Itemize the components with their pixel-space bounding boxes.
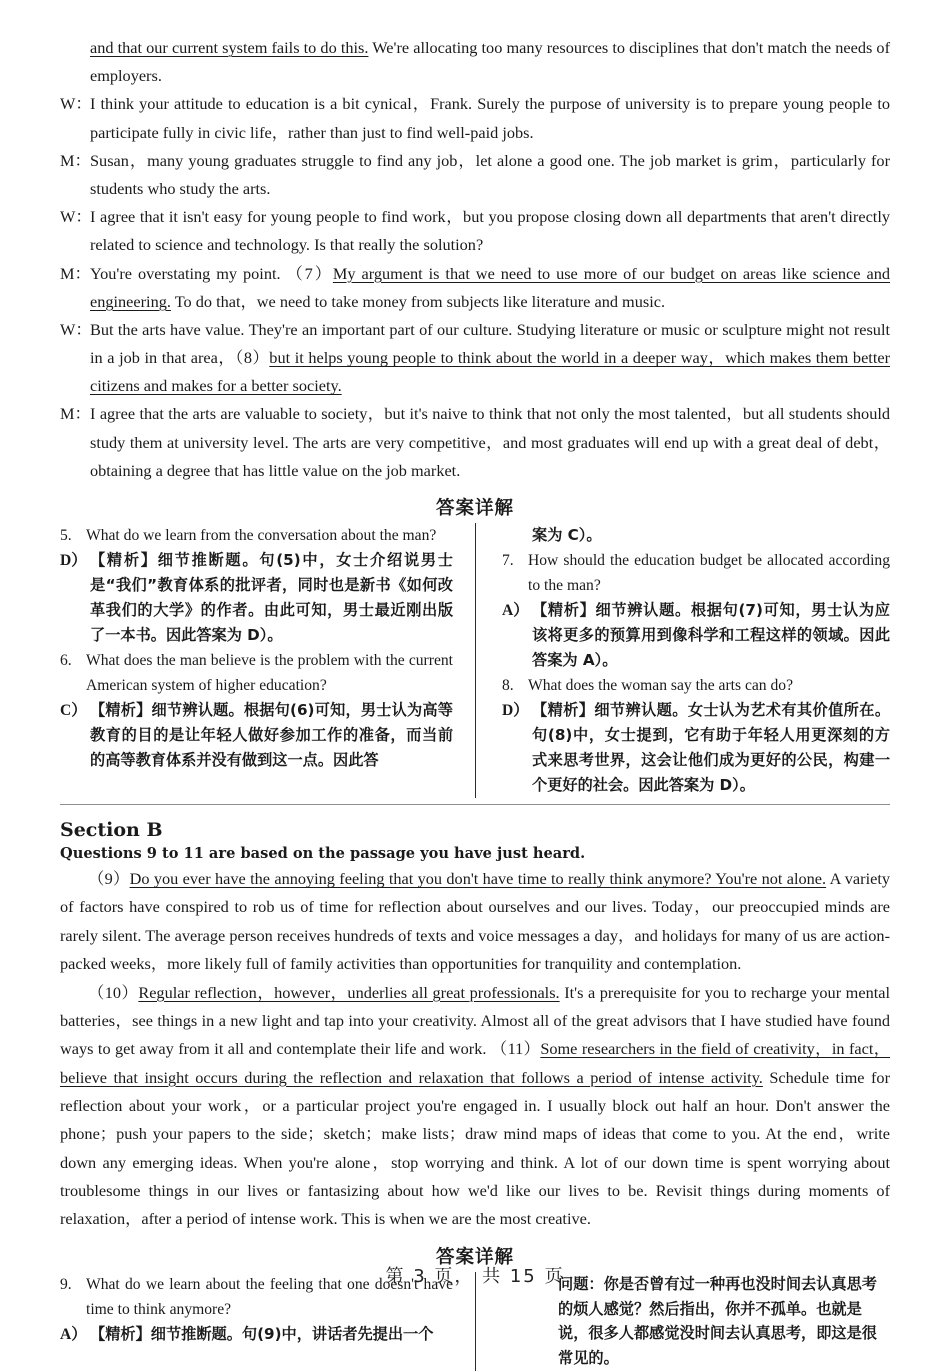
speaker-label: M： — [60, 263, 91, 283]
transcript-pre-text: But the arts have value. They're an important part of our culture. Studying literature or music or sculpture might not result in a job in that area， — [90, 319, 890, 368]
underlined-clue-text: Some researchers in the field of creativity，in fact，believe that insight occurs during the reflection and relaxation that follows a period of intense activity. — [60, 1039, 891, 1087]
answer-explanation-text: 【精析】细节辨认题。根据句(6)可知，男士认为高等教育的目的是让年轻人做好参加工作的准备，而当前的高等教育体系并没有做到这一点。因此答 — [90, 701, 453, 770]
transcript-line — [60, 90, 890, 146]
passage-rest-text: A variety of factors have conspired to rob us of time for reflection about ourselves and our lives. Today，our preoccupied minds are rarely silent. The average person receives hundreds of texts and voice messages a day，and holidays for many of us are action-packed weeks，more likely full of family activities than opportunities for tranquility and contemplation. — [60, 869, 890, 974]
answer-item — [60, 1322, 453, 1347]
transcript-text: I agree that the arts are valuable to society，but it's naive to think that not only the most talented，but all students should study them at university level. The arts are very competitive，and most graduates will end up with a great deal of debt，obtaining a degree that has little value on the job market. — [90, 404, 890, 480]
passage-paragraph — [60, 865, 890, 978]
speaker-label: W： — [60, 94, 92, 114]
speaker-label: M： — [60, 404, 91, 424]
transcript-pre-text: You're overstating my point. — [90, 263, 287, 283]
speaker-label: M： — [60, 150, 91, 170]
speaker-label: W： — [60, 207, 92, 227]
transcript-text — [90, 316, 890, 401]
question-text: What does the man believe is the problem with the current American system of higher education? — [86, 651, 453, 695]
answer-option-label: A） — [502, 602, 529, 620]
answer-continuation-text: 案为 C）。 — [532, 526, 602, 544]
answer-option-label: D） — [60, 552, 87, 570]
underlined-clue-text: Regular reflection，however，underlies all great professionals. — [138, 982, 560, 1002]
question-item — [60, 523, 453, 548]
transcript-line — [60, 203, 890, 259]
page-content — [60, 34, 890, 1371]
question-text: What do we learn from the conversation about the man? — [86, 527, 437, 544]
answer-explanation-header: 答案详解 — [435, 498, 514, 519]
transcript-line — [60, 260, 890, 316]
section-divider — [60, 804, 890, 805]
transcript-post-text: To do that，we need to take money from subjects like literature and music. — [170, 291, 666, 311]
answer-explanation-text: 【精析】细节辨认题。女士认为艺术有其价值所在。句(8)中，女士提到，它有助于年轻人用更深刻的方式来思考世界，这会让他们成为更好的公民，构建一个更好的社会。因此答案为 D）。 — [532, 701, 890, 795]
answer-continuation-text: 问题：你是否曾有过一种再也没时间去认真思考的烦人感觉？然后指出，你并不孤单。也就是说，很多人都感觉没时间去认真思考，即这是很常见的。 — [558, 1274, 877, 1368]
question-item — [502, 548, 890, 599]
question-marker-8: （8） — [235, 348, 270, 368]
answer-item — [502, 598, 890, 673]
underlined-clue-text: Do you ever have the annoying feeling that you don't have time to really think anymore? You're not alone. — [129, 869, 827, 889]
transcript-line — [60, 147, 890, 203]
transcript-opening-line — [60, 34, 890, 90]
question-number: 5. — [60, 527, 72, 544]
answer-item — [60, 548, 453, 648]
question-marker-9: （9） — [88, 869, 130, 889]
transcript-text: I think your attitude to education is a bit cynical，Frank. Surely the purpose of university is to prepare young people to participate fully in civic life，rather than just to find well-paid jobs. — [90, 94, 890, 142]
question-text: How should the education budget be allocated according to the man? — [528, 551, 890, 595]
question-number: 9. — [60, 1275, 72, 1293]
opening-rest-text: We're allocating too many resources to disciplines that don't match the needs of employers. — [90, 38, 890, 86]
answer-column-left — [60, 523, 475, 798]
question-number: 7. — [502, 551, 514, 569]
passage-mid-text: It's a prerequisite for you to recharge your mental batteries，see things in a new light and tap into your creativity. Almost all of the great advisors that I have studied have found ways to get away from it all and contemplate their life and work. — [60, 982, 890, 1059]
answer-explanation-header: 答案详解 — [435, 1246, 514, 1268]
transcript-text — [90, 260, 890, 316]
answer-explanation-text: 【精析】细节推断题。句(9)中，讲话者先提出一个 — [90, 1325, 434, 1344]
answer-option-label: C） — [60, 702, 87, 720]
transcript-text: Susan，many young graduates struggle to find any job，let alone a good one. The job market is grim，particularly for students who study the arts. — [90, 150, 890, 198]
passage-paragraph — [60, 979, 890, 1234]
passage-rest-text: Schedule time for reflection about your work，or a particular project you're engaged in. I usually block out half an hour. Don't answer the phone；push your papers to the side；sketch；make lists；draw mind maps of ideas that come to you. At the end，write down any emerging ideas. When you're alone，stop worrying and think. A lot of our down time is spent worrying about troublesome things in our lives or fantasizing about how we'd like our lives to be. Revisit things during moments of relaxation，after a period of intense work. This is when we are the most creative. — [60, 1067, 890, 1229]
question-item — [60, 648, 453, 699]
section-subtitle: Questions 9 to 11 are based on the passage you have just heard. — [60, 845, 586, 863]
answer-item — [502, 698, 890, 798]
answer-option-label: D） — [502, 702, 529, 720]
answer-explanation-block-1 — [60, 523, 890, 798]
question-marker-7: （7） — [286, 263, 333, 283]
question-marker-10: （10） — [88, 982, 139, 1002]
answer-item — [60, 698, 453, 773]
answer-column-right — [475, 523, 890, 798]
answer-option-label: A） — [60, 1326, 87, 1344]
transcript-opening-text — [90, 34, 890, 90]
transcript-line — [60, 316, 890, 401]
transcript-text: I agree that it isn't easy for young people to find work，but you propose closing down all departments that aren't directly related to science and technology. Is that really the solution? — [90, 207, 890, 255]
question-item — [502, 673, 890, 698]
question-number: 6. — [60, 651, 72, 669]
question-marker-11: （11） — [490, 1039, 541, 1059]
transcript-line — [60, 400, 890, 485]
page-footer: 第 3 页， 共 15 页 — [385, 1266, 565, 1287]
section-title: Section B — [60, 819, 163, 842]
underlined-clue-text: but it helps young people to think about the world in a deeper way，which makes them better citizens and makes for a better society. — [90, 348, 890, 396]
question-text: What do we learn about the feeling that one doesn't have time to think anymore? — [86, 1275, 453, 1318]
underlined-clue-text: and that our current system fails to do this. — [90, 38, 369, 57]
question-number: 8. — [502, 677, 514, 695]
answer-explanation-text: 【精析】细节推断题。句(5)中，女士介绍说男士是“我们”教育体系的批评者，同时也是新书《如何改革我们的大学》的作者。由此可知，男士最近刚出版了一本书。因此答案为 D）。 — [90, 551, 453, 645]
speaker-label: W： — [60, 319, 92, 339]
underlined-clue-text: My argument is that we need to use more of our budget on areas like science and engineering. — [90, 263, 890, 311]
question-text: What does the woman say the arts can do? — [528, 677, 794, 695]
answer-explanation-text: 【精析】细节辨认题。根据句(7)可知，男士认为应该将更多的预算用到像科学和工程这样的领域。因此答案为 A）。 — [532, 601, 890, 670]
